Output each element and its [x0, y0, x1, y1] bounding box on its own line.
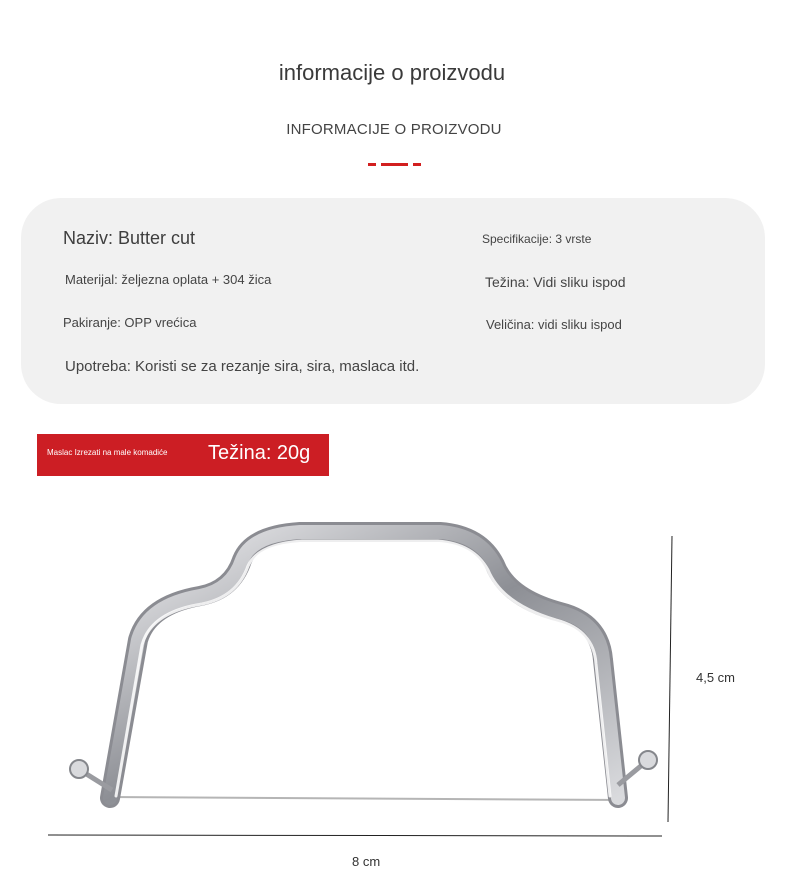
- product-weight-info: Težina: Vidi sliku ispod: [485, 274, 626, 290]
- cutting-wire: [104, 797, 625, 800]
- page-subtitle: INFORMACIJE O PROIZVODU: [286, 121, 502, 138]
- divider-dash: [368, 163, 376, 166]
- product-usage: Upotreba: Koristi se za rezanje sira, sira, maslaca itd.: [65, 358, 420, 375]
- product-packaging: Pakiranje: OPP vrećica: [63, 315, 197, 330]
- cutter-frame-shine: [116, 541, 610, 796]
- page-title: informacije o proizvodu: [278, 60, 506, 85]
- width-label: 8 cm: [352, 854, 381, 869]
- height-dimension-line: [668, 536, 672, 822]
- banner-caption: Maslac Izrezati na male komadiće: [47, 448, 168, 457]
- product-name: Naziv: Butter cut: [63, 228, 196, 248]
- weight-banner: [37, 434, 329, 476]
- cutter-frame: [110, 532, 618, 798]
- title-divider: [368, 163, 422, 166]
- width-dimension-line: [48, 835, 662, 836]
- banner-weight: Težina: 20g: [208, 442, 311, 464]
- product-material: Materijal: željezna oplata + 304 žica: [65, 272, 272, 287]
- product-size-info: Veličina: vidi sliku ispod: [486, 317, 622, 332]
- butter-cutter-image: [0, 500, 790, 891]
- cutter-frame-highlight: [110, 532, 618, 798]
- divider-dash: [381, 163, 408, 166]
- product-specification: Specifikacije: 3 vrste: [482, 232, 592, 246]
- height-label: 4,5 cm: [696, 670, 736, 685]
- divider-dash: [413, 163, 421, 166]
